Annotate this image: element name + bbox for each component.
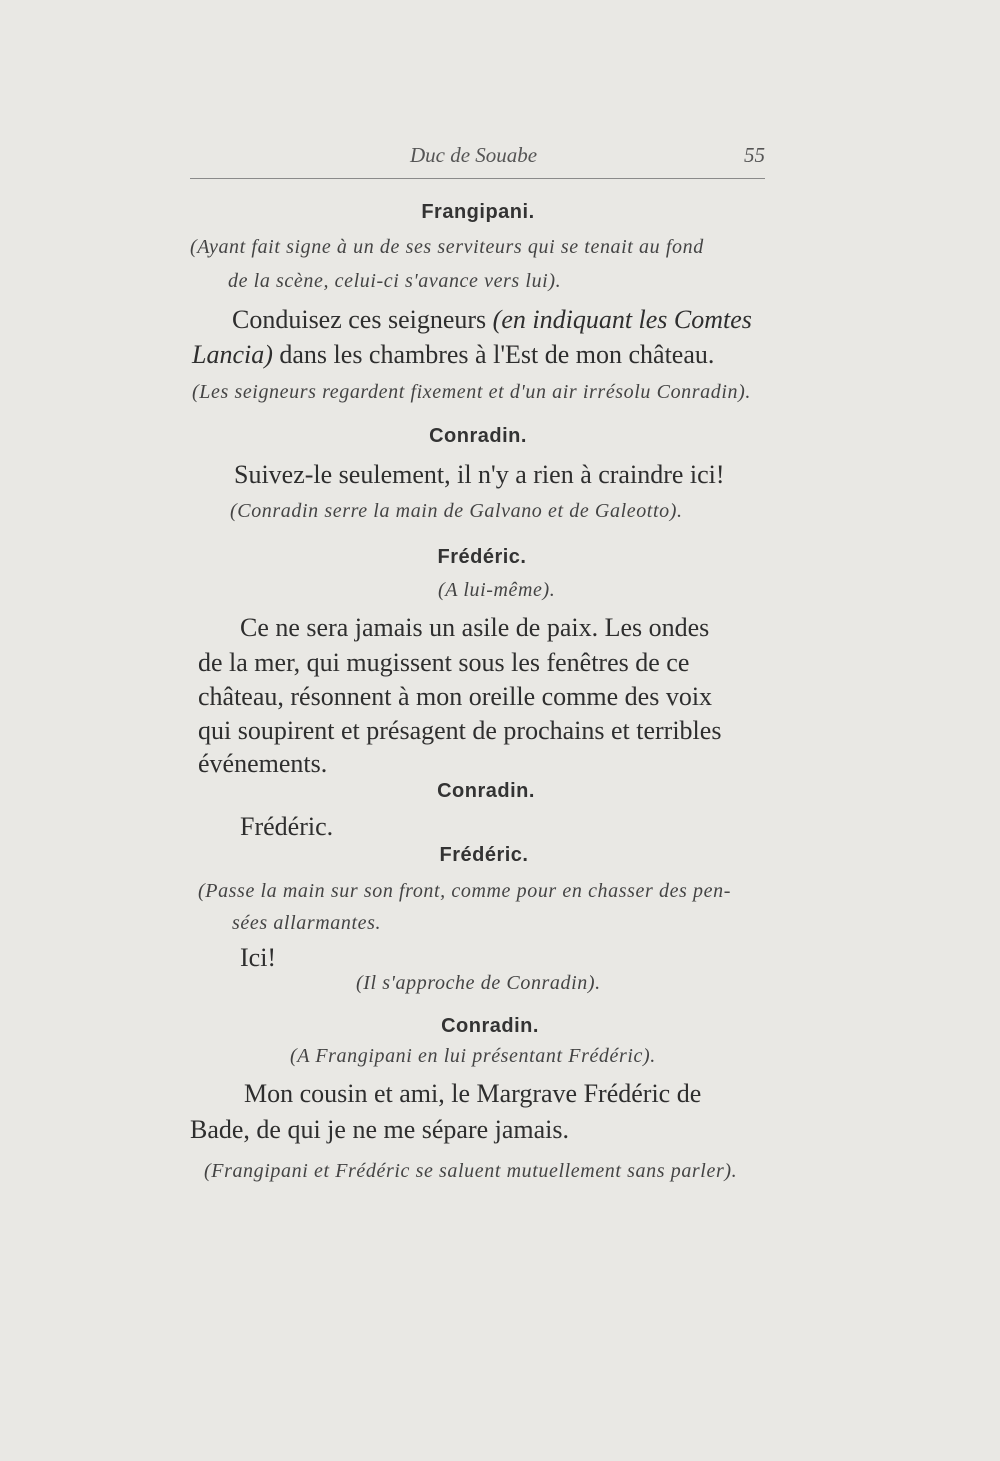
stage-direction: (Passe la main sur son front, comme pour en chasser des pen- — [198, 880, 731, 902]
stage-direction: (Les seigneurs regardent fixement et d'un air irrésolu Conradin). — [192, 381, 751, 403]
speaker-name: Conradin. — [437, 780, 535, 802]
speech-line: de la mer, qui mugissent sous les fenêtres de ce — [198, 648, 690, 677]
stage-direction: sées allarmantes. — [232, 912, 382, 934]
speech-text: Conduisez ces seigneurs — [232, 305, 493, 334]
page-number: 55 — [744, 143, 765, 167]
speech-line: Ici! — [240, 943, 277, 972]
speech-line — [232, 305, 752, 335]
stage-direction: (Conradin serre la main de Galvano et de Galeotto). — [230, 500, 683, 522]
speech-line: Mon cousin et ami, le Margrave Frédéric de — [244, 1079, 702, 1108]
speech-text: dans les chambres à l'Est de mon château. — [272, 340, 715, 369]
speaker-name: Frangipani. — [421, 201, 535, 223]
stage-direction: (A lui-même). — [438, 579, 556, 601]
running-header — [190, 143, 765, 175]
speech-line: Ce ne sera jamais un asile de paix. Les ondes — [240, 613, 710, 642]
speech-line: Frédéric. — [240, 812, 334, 841]
stage-direction: de la scène, celui-ci s'avance vers lui). — [228, 270, 562, 292]
speech-line: Bade, de qui je ne me sépare jamais. — [190, 1115, 570, 1144]
speaker-name: Conradin. — [429, 425, 527, 447]
speaker-name: Conradin. — [441, 1015, 539, 1037]
stage-direction: (A Frangipani en lui présentant Frédéric). — [290, 1045, 656, 1067]
speech-line: château, résonnent à mon oreille comme des voix — [198, 682, 713, 711]
speech-line: qui soupirent et présagent de prochains et terribles — [198, 716, 722, 745]
stage-direction: (Il s'approche de Conradin). — [356, 972, 601, 994]
speaker-name: Frédéric. — [437, 546, 527, 568]
stage-direction: (Ayant fait signe à un de ses serviteurs qui se tenait au fond — [190, 236, 704, 258]
header-rule — [190, 178, 765, 179]
speech-line: événements. — [198, 749, 328, 778]
inline-stage-direction: (en indiquant les Comtes — [492, 305, 752, 334]
speaker-name: Frédéric. — [439, 844, 529, 866]
speech-line: Suivez-le seulement, il n'y a rien à craindre ici! — [234, 460, 725, 489]
stage-direction: (Frangipani et Frédéric se saluent mutuellement sans parler). — [204, 1160, 738, 1182]
running-title: Duc de Souabe — [410, 143, 538, 167]
inline-stage-direction: Lancia) — [192, 340, 273, 369]
speech-line — [192, 340, 714, 370]
